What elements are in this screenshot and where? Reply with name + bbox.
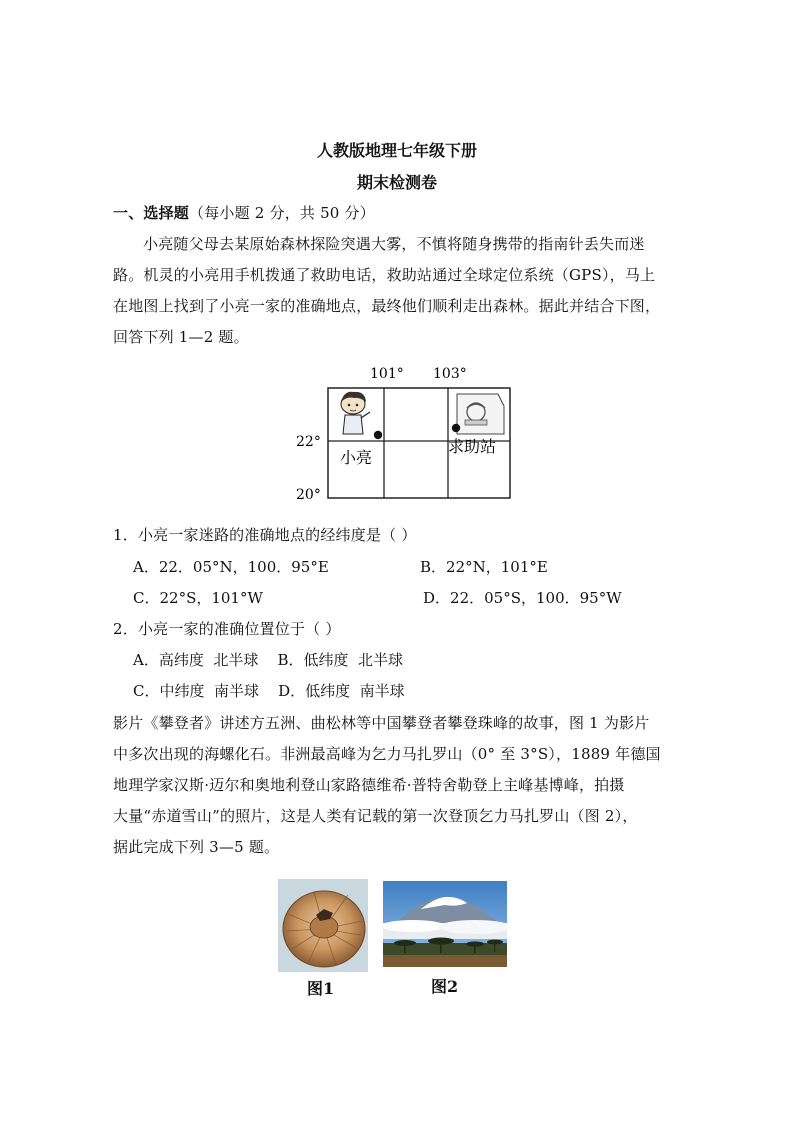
lon-label-103: 103° [433, 366, 467, 382]
label-xiaoliang: 小亮 [340, 448, 373, 467]
boy-icon [341, 392, 370, 434]
q1-option-b: B．22°N，101°E [420, 558, 548, 576]
person-location-dot [374, 431, 382, 439]
kilimanjaro-image [383, 881, 507, 967]
location-grid-map [290, 360, 515, 505]
passage1-line: 小亮随父母去某原始森林探险突遇大雾，不慎将随身携带的指南针丢失而迷 [143, 235, 645, 253]
question-2-stem: 2．小亮一家的准确位置位于（ ） [113, 620, 341, 638]
lat-label-20: 20° [296, 487, 321, 503]
passage2-line: 中多次出现的海螺化石。非洲最高峰为乞力马扎罗山（0° 至 3°S），1889 年德国 [113, 745, 661, 763]
passage2-line: 据此完成下列 3—5 题。 [113, 838, 280, 856]
lat-label-22: 22° [296, 434, 321, 450]
passage2-line: 地理学家汉斯·迈尔和奥地利登山家路德维希·普特舍勒登上主峰基博峰，拍摄 [113, 776, 625, 794]
passage1-line: 在地图上找到了小亮一家的准确地点，最终他们顺利走出森林。据此并结合下图， [113, 297, 661, 315]
q1-option-d: D．22．05°S，100．95°W [423, 589, 622, 607]
section-note: （每小题 2 分，共 50 分） [189, 204, 375, 222]
passage2-line: 大量“赤道雪山”的照片，这是人类有记载的第一次登顶乞力马扎罗山（图 2）， [113, 807, 638, 825]
section-heading [113, 202, 375, 223]
passage1-line: 路。机灵的小亮用手机拨通了救助电话，救助站通过全球定位系统（GPS），马上 [113, 266, 656, 284]
page-subtitle: 期末检测卷 [356, 173, 437, 192]
station-location-dot [452, 424, 460, 432]
q2-options-cd: C．中纬度 南半球 D．低纬度 南半球 [133, 682, 405, 700]
page-title: 人教版地理七年级下册 [316, 141, 477, 160]
q1-option-a: A．22．05°N，100．95°E [133, 558, 329, 576]
figure-2-caption: 图2 [431, 977, 459, 996]
q2-options-ab: A．高纬度 北半球 B．低纬度 北半球 [133, 651, 404, 669]
passage2-line: 影片《攀登者》讲述方五洲、曲松林等中国攀登者攀登珠峰的故事，图 1 为影片 [113, 714, 650, 732]
figure-1-caption: 图1 [307, 979, 335, 998]
conch-fossil-image [278, 879, 368, 972]
question-1-stem: 1．小亮一家迷路的准确地点的经纬度是（ ） [113, 526, 417, 544]
passage1-line: 回答下列 1—2 题。 [113, 328, 249, 346]
q1-option-c: C．22°S，101°W [133, 589, 263, 607]
phone-station-icon [457, 394, 504, 434]
label-rescue-station: 求助站 [448, 437, 497, 456]
section-title: 一、选择题 [113, 204, 190, 222]
lon-label-101: 101° [370, 366, 404, 382]
